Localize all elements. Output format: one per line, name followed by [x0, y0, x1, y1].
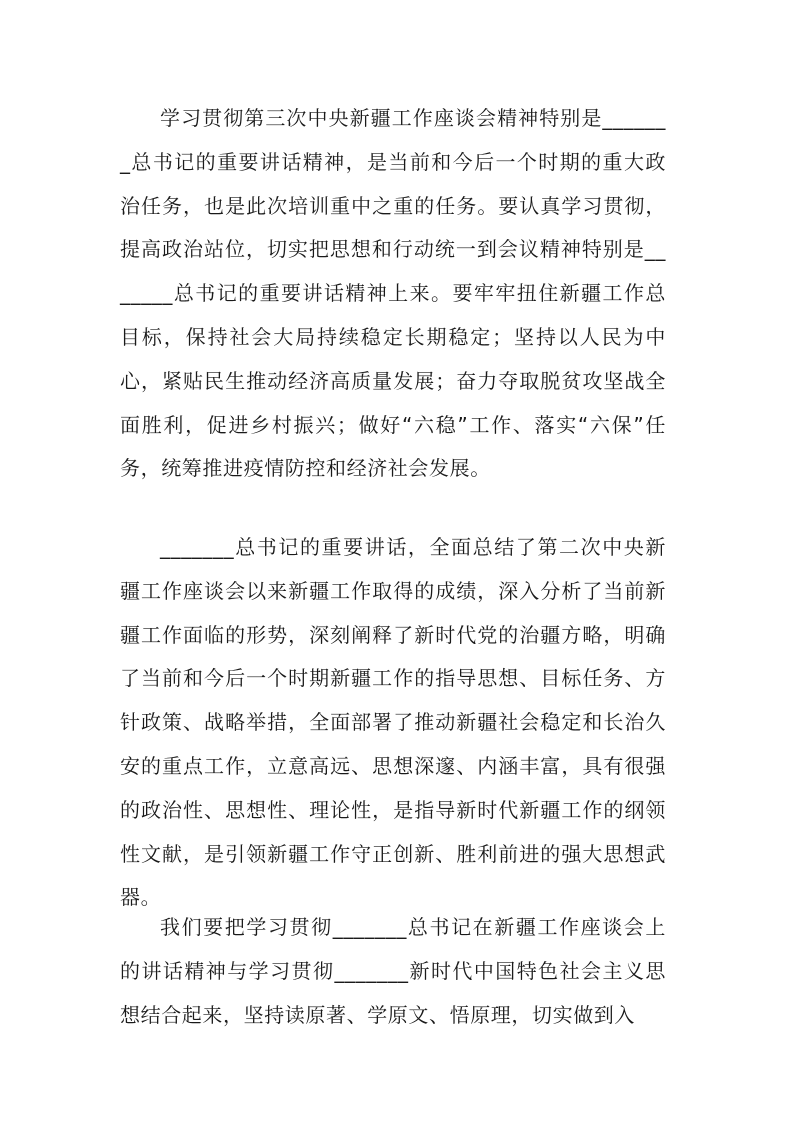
paragraph-text: 学习贯彻第三次中央新疆工作座谈会精神特别是_______总书记的重要讲话精神，是当前和今后一个时期的重大政治任务，也是此次培训重中之重的任务。要认真学习贯彻，提高政治站位，切实把思想和行动统一到会议精神特别是_______总书记的重要讲话精神上来。要牢牢扭住新疆工作总目标，保持社会大局持续稳定长期稳定；坚持以人民为中心，紧贴民生推动经济高质量发展；奋力夺取脱贫攻坚战全面胜利，促进乡村振兴；做好“六稳”工作、落实“六保”任务，统筹推进疫情防控和经济社会发展。: [120, 106, 666, 481]
document-paragraph-3: [120, 906, 666, 1037]
document-paragraph-1: [120, 97, 666, 491]
paragraph-text: _______总书记的重要讲话，全面总结了第二次中央新疆工作座谈会以来新疆工作取得的成绩，深入分析了当前新疆工作面临的形势，深刻阐释了新时代党的治疆方略，明确了当前和今后一个时期新疆工作的指导思想、目标任务、方针政策、战略举措，全面部署了推动新疆社会稳定和长治久安的重点工作，立意高远、思想深邃、内涵丰富，具有很强的政治性、思想性、理论性，是指导新时代新疆工作的纲领性文献，是引领新疆工作守正创新、胜利前进的强大思想武器。: [120, 535, 666, 910]
paragraph-text: 我们要把学习贯彻_______总书记在新疆工作座谈会上的讲话精神与学习贯彻_______新时代中国特色社会主义思想结合起来，坚持读原著、学原文、悟原理，切实做到入: [120, 915, 666, 1027]
document-paragraph-2: [120, 526, 666, 920]
